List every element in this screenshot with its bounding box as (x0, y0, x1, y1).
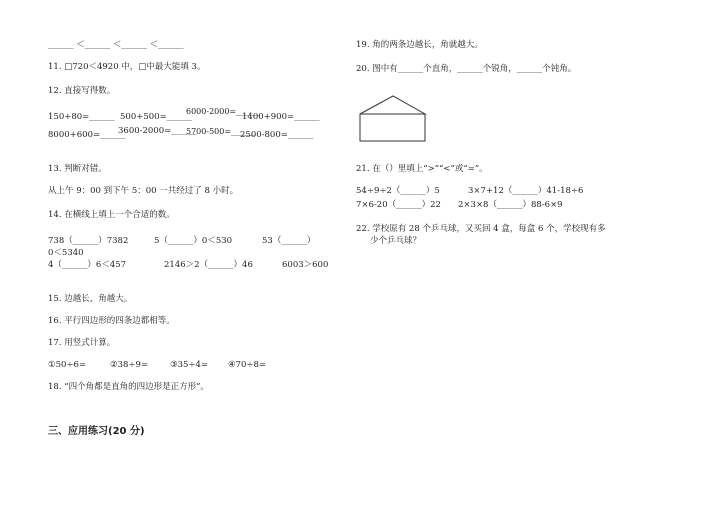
calc-item[interactable]: 500+500=______ (120, 112, 193, 122)
question-22-continued: 少个乒乓球？ (370, 236, 422, 246)
vertical-calc-item[interactable]: ③35÷4= (170, 360, 209, 370)
compare-item[interactable]: 7×6-20（______）22 (356, 200, 441, 210)
fill-item[interactable]: 2146＞2（______）46 (164, 260, 253, 270)
calc-item[interactable]: 3600-2000=______ (118, 126, 197, 136)
calc-item[interactable]: 8000+600=______ (48, 130, 126, 140)
fill-item[interactable]: 5（______）0＜530 (154, 236, 233, 246)
calc-item[interactable]: 2500-800=______ (240, 130, 314, 140)
compare-item[interactable]: 2×3×8（______）88-6×9 (458, 200, 563, 210)
question-15: 15. 边越长，角越大。 (48, 294, 133, 304)
calc-item[interactable]: 150+80=______ (48, 112, 115, 122)
fill-item[interactable]: 4（______）6＜457 (48, 260, 127, 270)
question-19: 19. 角的两条边越长，角就越大。 (356, 40, 483, 50)
question-18: 18. “四个角都是直角的四边形是正方形”。 (48, 382, 209, 392)
question-16: 16. 平行四边形的四条边都相等。 (48, 316, 175, 326)
compare-item[interactable]: 3×7+12（______）41-18÷6 (468, 186, 584, 196)
vertical-calc-item[interactable]: ①50÷6= (48, 360, 87, 370)
compare-item[interactable]: 54÷9÷2（______）5 (356, 186, 440, 196)
fill-item-continued: 0＜5340 (48, 248, 84, 258)
house-shape-figure (358, 94, 428, 144)
calc-item[interactable]: 5700-500=______ (186, 127, 256, 136)
question-13-text: 从上午 9：00 到下午 5：00 一共经过了 8 小时。 (48, 186, 239, 196)
calc-item[interactable]: 1400+900=______ (242, 112, 320, 122)
fill-item[interactable]: 53（______） (262, 236, 316, 246)
question-17-title: 17. 用竖式计算。 (48, 338, 116, 348)
question-22: 22. 学校原有 28 个乒乓球，又买回 4 盒，每盒 6 个，学校现有多 (356, 224, 606, 234)
question-20[interactable]: 20. 图中有______个直角，______个锐角，______个钝角。 (356, 64, 577, 74)
vertical-calc-item[interactable]: ②38÷9= (110, 360, 149, 370)
fill-item[interactable]: 738（______）7382 (48, 236, 129, 246)
section-heading: 三、应用练习(20 分) (48, 426, 145, 437)
question-11: 11. □720＜4920 中，□中最大能填 3。 (48, 62, 206, 72)
question-21-title: 21. 在（）里填上“>”“<”或“=”。 (356, 164, 488, 174)
question-12-title: 12. 直接写得数。 (48, 86, 116, 96)
vertical-calc-item[interactable]: ④70÷8= (228, 360, 267, 370)
question-14-title: 14. 在横线上填上一个合适的数。 (48, 210, 175, 220)
blank-order-line[interactable]: ______ ＜______ ＜______ ＜______ (48, 40, 184, 50)
question-13-title: 13. 判断对错。 (48, 164, 107, 174)
calc-item[interactable]: 6000-2000=______ (186, 107, 261, 116)
fill-item[interactable]: 6003＞600 (282, 260, 329, 270)
